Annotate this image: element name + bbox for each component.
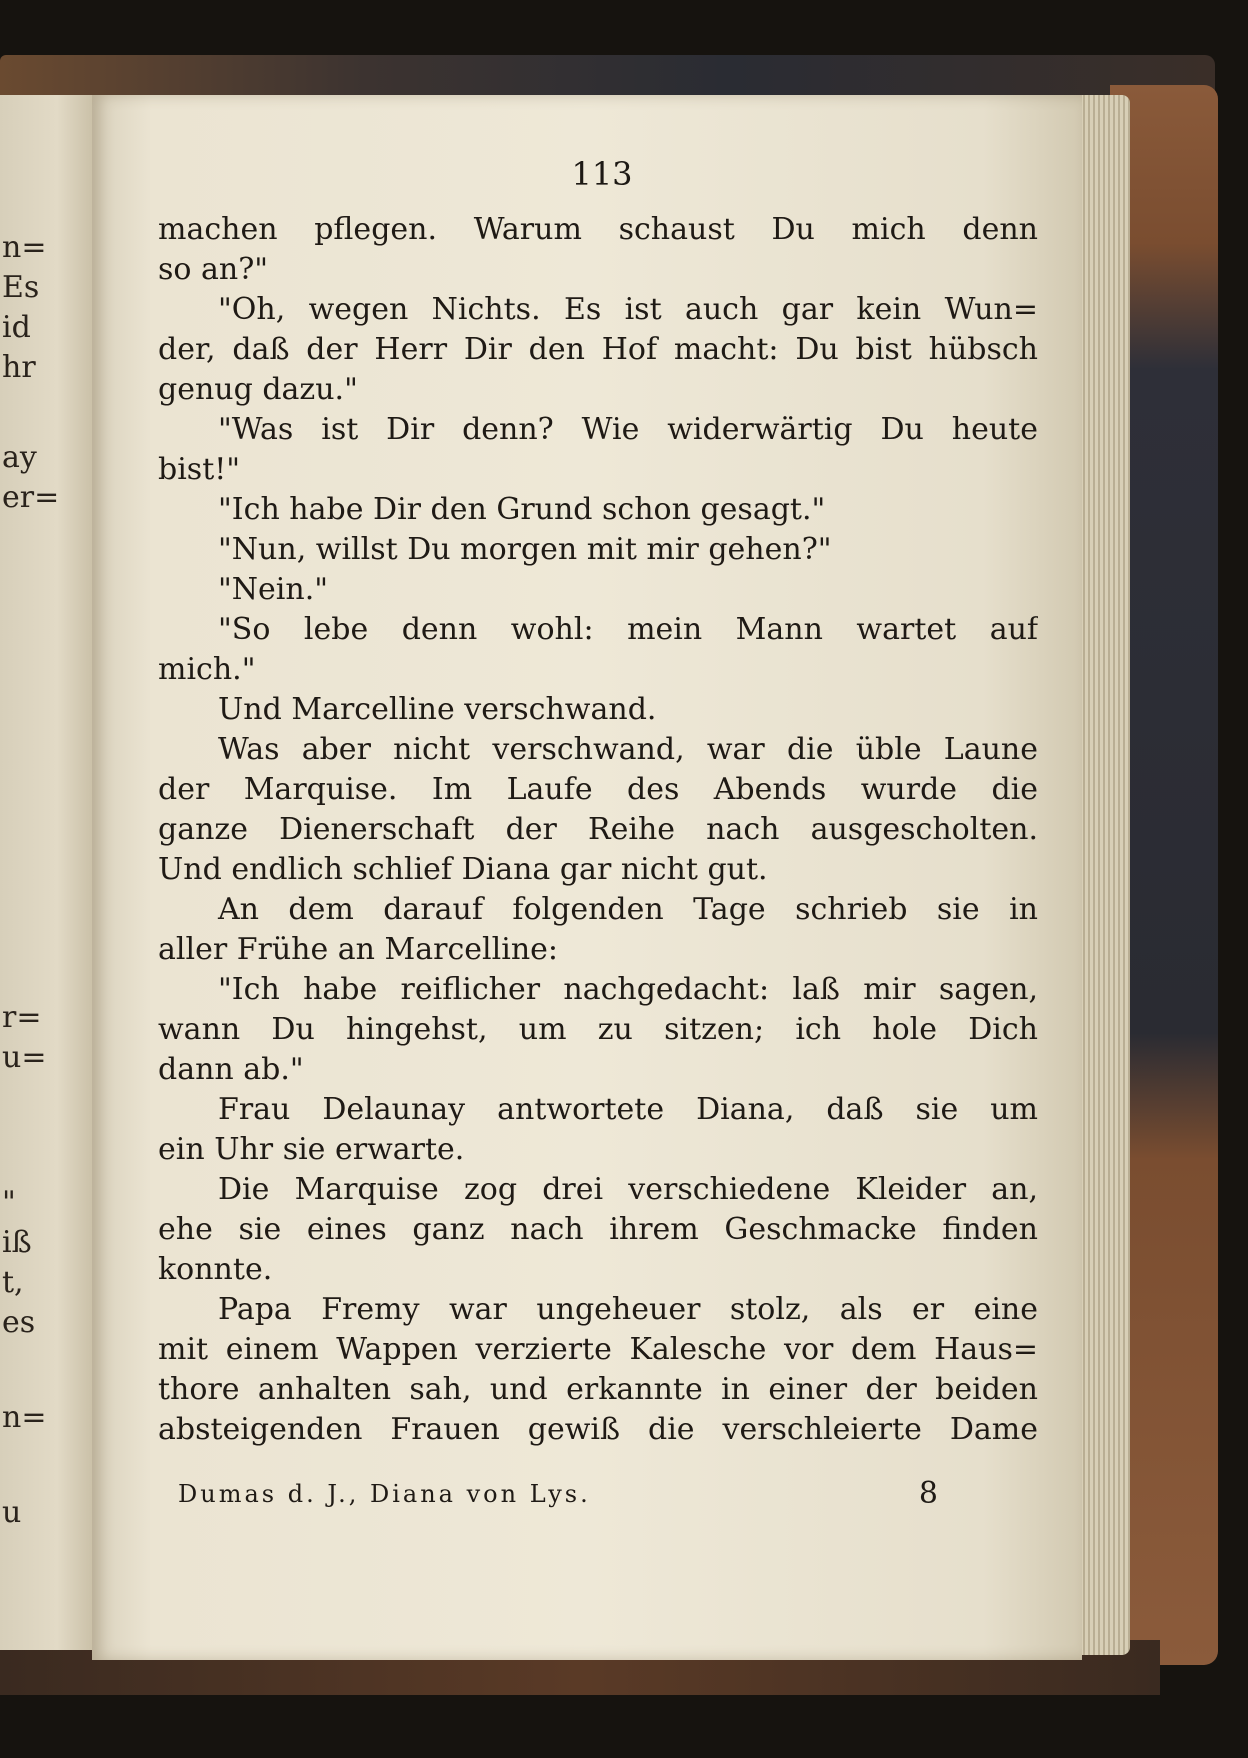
page-text [158, 210, 1038, 1450]
left-fragment: es [2, 1305, 36, 1340]
text-line: absteigenden Frauen gewiß die verschleierte Dame [158, 1412, 1038, 1447]
text-line: "Ich habe Dir den Grund schon gesagt." [218, 492, 826, 527]
text-line: aller Frühe an Marcelline: [158, 932, 559, 967]
text-line: "Nein." [218, 572, 329, 607]
text-line: so an?" [158, 252, 269, 287]
footer-author: Dumas d. J., Diana von Lys. [178, 1480, 591, 1508]
text-line: bist!" [158, 452, 241, 487]
left-fragment: n= [2, 1400, 47, 1435]
text-line: "Nun, willst Du morgen mit mir gehen?" [218, 532, 832, 567]
text-line: machen pflegen. Warum schaust Du mich denn [158, 212, 1038, 247]
book-page [92, 95, 1082, 1660]
text-line: Was aber nicht verschwand, war die üble Laune [218, 732, 1038, 767]
text-line: genug dazu." [158, 372, 358, 407]
left-fragment: n= [2, 230, 47, 265]
text-line: mit einem Wappen verzierte Kalesche vor dem Haus= [158, 1332, 1038, 1367]
text-line: mich." [158, 652, 256, 687]
left-fragment: u= [2, 1040, 47, 1075]
page-number: 113 [571, 155, 633, 193]
left-fragment: t, [2, 1265, 24, 1300]
signature-mark: 8 [918, 1476, 938, 1511]
text-line: thore anhalten sah, und erkannte in einer der beiden [158, 1372, 1038, 1407]
text-line: der, daß der Herr Dir den Hof macht: Du bist hübsch [158, 332, 1038, 367]
left-fragment: r= [2, 1000, 42, 1035]
page-footer [178, 1476, 938, 1520]
left-fragment: hr [2, 350, 36, 385]
left-fragment: id [2, 310, 31, 345]
text-line: ein Uhr sie erwarte. [158, 1132, 465, 1167]
text-line: Frau Delaunay antwortete Diana, daß sie um [218, 1092, 1038, 1127]
text-line: "Oh, wegen Nichts. Es ist auch gar kein Wun= [218, 292, 1038, 327]
text-line: An dem darauf folgenden Tage schrieb sie in [218, 892, 1038, 927]
text-line: "Was ist Dir denn? Wie widerwärtig Du heute [218, 412, 1038, 447]
text-line: ganze Dienerschaft der Reihe nach ausgescholten. [158, 812, 1038, 847]
left-fragment: " [2, 1185, 16, 1220]
text-line: Papa Fremy war ungeheuer stolz, als er eine [218, 1292, 1038, 1327]
text-line: Und Marcelline verschwand. [218, 692, 657, 727]
text-line: dann ab." [158, 1052, 304, 1087]
text-line: "Ich habe reiflicher nachgedacht: laß mir sagen, [218, 972, 1038, 1007]
text-line: Und endlich schlief Diana gar nicht gut. [158, 852, 768, 887]
left-fragment: iß [2, 1225, 32, 1260]
left-fragment: ay [2, 440, 37, 475]
left-page [0, 95, 95, 1650]
text-line: der Marquise. Im Laufe des Abends wurde die [158, 772, 1038, 807]
left-fragment: er= [2, 480, 60, 515]
text-line: konnte. [158, 1252, 273, 1287]
text-line: Die Marquise zog drei verschiedene Kleider an, [218, 1172, 1038, 1207]
text-line: "So lebe denn wohl: mein Mann wartet auf [218, 612, 1038, 647]
left-fragment: u [2, 1495, 22, 1530]
left-fragment: Es [2, 270, 40, 305]
text-line: wann Du hingehst, um zu sitzen; ich hole Dich [158, 1012, 1038, 1047]
text-line: ehe sie eines ganz nach ihrem Geschmacke finden [158, 1212, 1038, 1247]
